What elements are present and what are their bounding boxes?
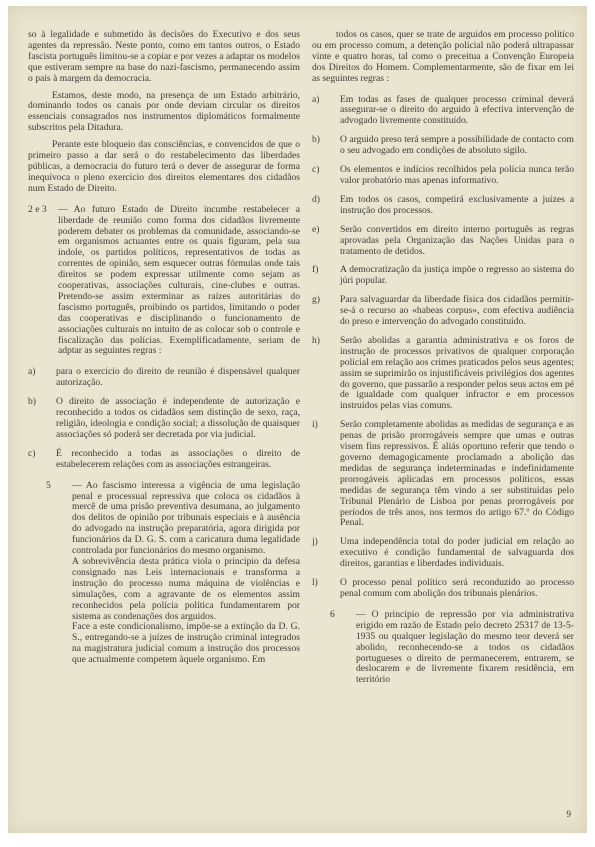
section-text: — O princípio de repressão por via administrativa erigido em razão de Estado pelo decreto 25317 de 13-5-1935 ou qualquer legislação do mesmo teor deverá ser abolido, reconhecendo-se a todos os cidadãos portugueses o direito de permanecerem, entrarem, se deslocarem e de livremente fixarem residência, em território: [356, 608, 574, 686]
left-column: [28, 30, 300, 673]
list-item: [28, 449, 300, 471]
item-label: b): [312, 134, 320, 146]
paragraph: Estamos, deste modo, na presença de um Estado arbitrário, dominando todos os canais por onde deviam circular os direitos essenciais consagrados nos instrumentos diplomáticos formalmente subscritos pela Ditadura.: [28, 89, 300, 134]
item-label: d): [312, 193, 320, 205]
section-number: 2 e 3: [28, 203, 47, 215]
section-6: [330, 610, 574, 686]
item-label: h): [312, 334, 320, 346]
item-label: l): [312, 577, 318, 589]
list-item: [312, 135, 574, 157]
item-text: Serão abolidas a garantia administrativa e os foros de instrução de processos privativos de qualquer corporação policial em relação aos crimes praticados pelos seus agentes; assim se suprimirão os injustificáveis privilégios dos agentes do governo, que passarão a responder pelos seus actos em pé de igualdade com qualquer infractor e em processos instruídos pelas vias comuns.: [340, 334, 574, 412]
item-text: Os elementos e indícios recolhidos pela polícia nunca terão valor probatório mas apenas informativo.: [340, 164, 574, 186]
item-text: É reconhecido a todas as associações o direito de estabelecerem relações com as associações estrangeiras.: [56, 447, 300, 470]
page-number: 9: [566, 809, 571, 819]
paragraph: Perante este bloqueio das consciências, e convencidos de que o primeiro passo a dar será o do restabelecimento das liberdades públicas, a democracia do futuro terá o dever de assegurar de forma inequívoca o pleno exercício dos direitos elementares dos cidadãos num Estado de Direito.: [28, 139, 300, 194]
paragraph: so à legalidade e submetido às decisões do Executivo e dos seus agentes da repressão. Neste ponto, como em tantos outros, o Estado fascista português limitou-se a copiar e por vezes a adaptar os modelos que estiveram sempre na base do nazi-fascismo, permanecendo assim o país à margem da democracia.: [28, 29, 300, 84]
item-text: Em todas as fases de qualquer processo criminal deverá assegurar-se o direito do arguido à efectiva intervenção de advogado livremente constituído.: [340, 93, 574, 127]
list-item: [28, 367, 300, 389]
item-label: b): [28, 396, 36, 408]
item-text: O direito de associação é independente de autorização e reconhecido a todos os cidadãos sem distinção de sexo, raça, religião, ideologia e condição social; a dissolução de quaisquer associações só poderá ser decretada por via judicial.: [56, 396, 300, 440]
section-2-3: [28, 205, 300, 358]
item-text: Em todos os casos, competirá exclusivamente a juízes a instrução dos processos.: [340, 193, 574, 216]
item-text: A democratização da justiça impõe o regresso ao sistema do júri popular.: [340, 264, 574, 287]
list-item: [312, 295, 574, 328]
item-label: a): [312, 93, 320, 105]
item-label: e): [312, 223, 320, 235]
section-text: — Ao futuro Estado de Direito incumbe restabelecer a liberdade de reunião como forma dos cidadãos livremente poderem debater os problemas da comunidade, associando-se em organismos actuantes entre os quais figuram, pela sua índole, os partidos políticos, representativos de todas as correntes de opinião, sem esquecer outras fórmulas onde tais direitos se podem expressar utilmente como sejam as cooperativas, associações culturais, cine-clubes e outras. Pretendo-se assim exterminar as raízes autoritárias do fascismo português, proibindo os partidos, limitando o poder das cooperativas e disciplinando o funcionamento de associações culturais no intuito de as colocar sob o controle e fiscalização das polícias. Exemplificadamente, seriam de adptar as seguintes regras :: [58, 203, 300, 357]
item-text: O arguido preso terá sempre a possibilidade de contacto com o seu advogado em condições de absoluto sigilo.: [340, 134, 574, 157]
list-item: [312, 95, 574, 128]
section-number: 6: [330, 608, 335, 620]
item-text: Serão completamente abolidas as medidas de segurança e as penas de prisão prorrogáveis sempre que umas e outras visem fins repressivos. É aliás oportuno referir que tendo o governo demagogicamente proclamado a abolição das medidas de segurança indeterminadas e indefinidamente prorrogáveis aplicadas em processos políticos, essas medidas de segurança têm vindo a ser substituídas pelo Tribunal Plenário de Lisboa por penas prorrogáveis por períodos de três anos, nos termos do artigo 67.º do Código Penal.: [340, 419, 574, 529]
paragraph: Face a este condicionalismo, impõe-se a extinção da D. G. S., entregando-se a juízes de instrução criminal integrados na magistratura judicial comum a instrução dos processos que actualmente competem àquele organismo. Em: [72, 621, 300, 666]
list-item: [312, 195, 574, 217]
list-item: [312, 165, 574, 187]
item-label: j): [312, 536, 318, 548]
section-text: — Ao fascismo interessa a vigência de uma legislação penal e processual repressiva que coloca os cidadãos à mercê de uma prisão preventiva desumana, ao julgamento dos delitos de opinião por tribunais especiais e à ausência do advogado na instrução preparatória, agora dirigida por funcionários da D. G. S. com a caricatura duma legalidade controlada por funcionários do mesmo organismo.: [72, 479, 300, 557]
list-item: [312, 537, 574, 570]
paragraph: A sobrevivência desta prática viola o princípio da defesa consignado nas Leis internacionais e transforma a instrução do processo numa máquina de violências e simulações, com a agravante de os elementos assim reconhecidos pela polícia política fundamentarem por sistema as condenações dos arguidos.: [72, 555, 300, 622]
item-text: Serão convertidos em direito interno português as regras aprovadas pela Organização das Nações Unidas para o tratamento de detidos.: [340, 223, 574, 257]
right-column: [312, 30, 574, 693]
item-label: i): [312, 419, 318, 431]
item-label: a): [28, 366, 36, 378]
list-item: [28, 397, 300, 441]
item-label: c): [312, 164, 320, 176]
document-page: [8, 6, 587, 833]
list-item: [312, 420, 574, 529]
section-5: [46, 481, 300, 666]
list-item: [312, 225, 574, 258]
paragraph: todos os casos, quer se trate de arguidos em processo político ou em processo comum, a detenção policial não poderá ultrapassar vinte e quatro horas, tal como o preceitua a Convenção Europeia dos Direitos do Homem. Complementarmente, são de fixar em lei as seguintes regras :: [312, 29, 574, 84]
item-label: c): [28, 447, 36, 459]
item-text: O processo penal político será reconduzido ao processo penal comum com abolição dos tribunais plenários.: [340, 577, 574, 599]
item-text: Uma independência total do poder judicial em relação ao executivo é condição fundamental de salvaguarda dos direitos, garantias e liberdades individuais.: [340, 536, 574, 570]
item-text: Para salvaguardar da liberdade física dos cidadãos permitir-se-á o recurso ao «habeas corpus», com efectiva audiência do preso e intervenção do advogado constituído.: [340, 294, 574, 328]
item-label: g): [312, 294, 320, 306]
item-text: para o exercício do direito de reunião é dispensável qualquer autorização.: [56, 366, 300, 389]
list-item: [312, 265, 574, 287]
section-number: 5: [46, 479, 51, 491]
list-item: [312, 578, 574, 600]
list-item: [312, 336, 574, 412]
item-label: f): [312, 264, 319, 276]
